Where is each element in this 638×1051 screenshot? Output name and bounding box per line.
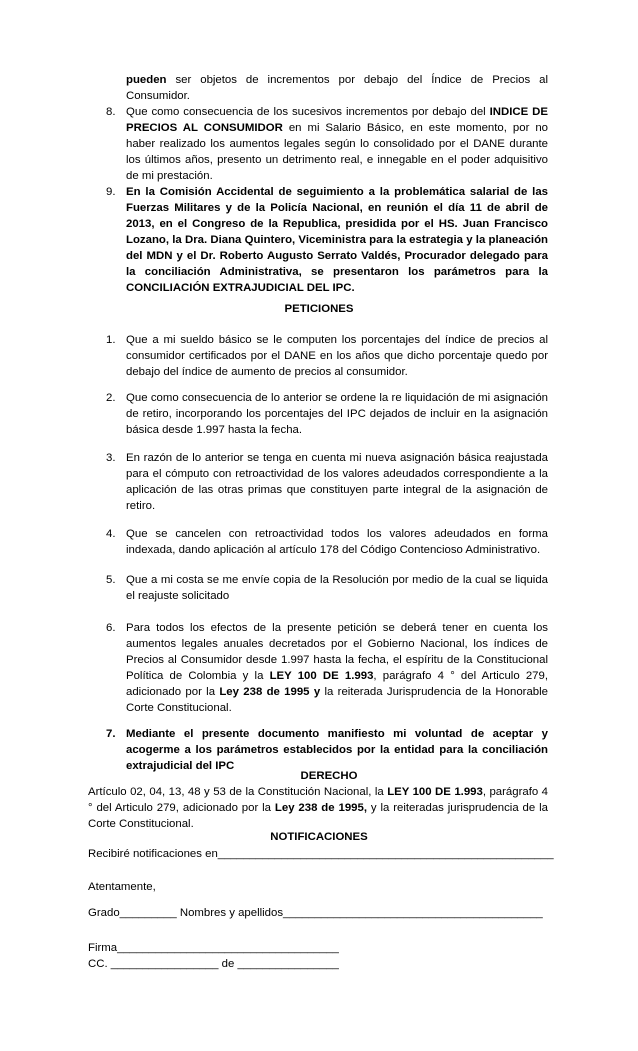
peticion-1: Que a mi sueldo básico se le computen los porcentajes del índice de precios al consumidor certificados por el DANE en los años que dicho porcentaje quedo por debajo del índice de aumento de precios al consumidor. <box>126 334 548 378</box>
derecho-heading: DERECHO <box>300 770 358 782</box>
cc-line: CC. _________________ de ________________ <box>88 958 339 970</box>
peticion-6: Para todos los efectos de la presente petición se deberá tener en cuenta los aumentos legales anuales decretados por el Gobierno Nacional, los índices de Precios al Consumidor desde 1.997 hasta la fecha, el espíritu de la Constitucional Política de Colombia y la LEY 100 DE 1.993, parágrafo 4 ° del Articulo 279, adicionado por la Ley 238 de 1995 y la reiterada Jurisprudencia de la Honorable Corte Constitucional. <box>126 622 548 714</box>
peticion-number-1: 1. <box>106 334 116 346</box>
peticion-number-2: 2. <box>106 392 116 404</box>
item-8: Que como consecuencia de los sucesivos incrementos por debajo del INDICE DE PRECIOS AL CONSUMIDOR en mi Salario Básico, en este momento, por no haber realizado los aumentos legales según lo consolidado por el DANE durante los últimos años, presento un detrimento real, e innegable en el poder adquisitivo de mi prestación. <box>126 106 548 182</box>
item-number-8: 8. <box>106 106 116 118</box>
firma-line: Firma___________________________________ <box>88 942 339 954</box>
peticion-5: Que a mi costa se me envíe copia de la Resolución por medio de la cual se liquida el reajuste solicitado <box>126 574 548 602</box>
peticion-4: Que se cancelen con retroactividad todos los valores adeudados en forma indexada, dando aplicación al artículo 178 del Código Contencioso Administrativo. <box>126 528 548 556</box>
grado-nombres-line: Grado_________ Nombres y apellidos_________________________________________ <box>88 907 543 919</box>
item-9: En la Comisión Accidental de seguimiento a la problemática salarial de las Fuerzas Militares y de la Policía Nacional, en reunión el día 11 de abril de 2013, en el Congreso de la Republica, presidida por el HS. Juan Francisco Lozano, la Dra. Diana Quintero, Viceministra para la estrategia y la planeación del MDN y el Dr. Roberto Augusto Serrato Valdés, Procurador delegado para la conciliación Administrativa, se presentaron los parámetros para la CONCILIACIÓN EXTRAJUDICIAL DEL IPC. <box>126 186 548 294</box>
peticion-3: En razón de lo anterior se tenga en cuenta mi nueva asignación básica reajustada para el cómputo con retroactividad de los valores adeudados correspondiente a la aplicación de las otras primas que constituyen parte integral de la asignación de retiro. <box>126 452 548 512</box>
peticion-number-5: 5. <box>106 574 116 586</box>
peticion-number-6: 6. <box>106 622 116 634</box>
notificaciones-heading: NOTIFICACIONES <box>270 831 368 843</box>
item-number-9: 9. <box>106 186 116 198</box>
peticion-7: Mediante el presente documento manifiesto mi voluntad de aceptar y acogerme a los parámetros establecidos por la entidad para la conciliación extrajudicial del IPC <box>126 728 548 772</box>
continuation-paragraph: pueden ser objetos de incrementos por debajo del Índice de Precios al Consumidor. <box>126 74 548 102</box>
derecho-paragraph: Artículo 02, 04, 13, 48 y 53 de la Constitución Nacional, la LEY 100 DE 1.993, parágrafo 4 ° del Articulo 279, adicionado por la Ley 238 de 1995, y la reiteradas jurisprudencia de la Corte Constitucional. <box>88 786 549 830</box>
peticion-2: Que como consecuencia de lo anterior se ordene la re liquidación de mi asignación de retiro, incorporando los porcentajes del IPC dejados de incluir en la asignación básica desde 1.997 hasta la fecha. <box>126 392 548 436</box>
notificaciones-line: Recibiré notificaciones en_____________________________________________________ <box>88 848 554 860</box>
closing-atentamente: Atentamente, <box>88 881 156 893</box>
peticion-number-4: 4. <box>106 528 116 540</box>
peticiones-heading: PETICIONES <box>284 303 354 315</box>
peticion-number-3: 3. <box>106 452 116 464</box>
peticion-number-7: 7. <box>106 728 116 740</box>
